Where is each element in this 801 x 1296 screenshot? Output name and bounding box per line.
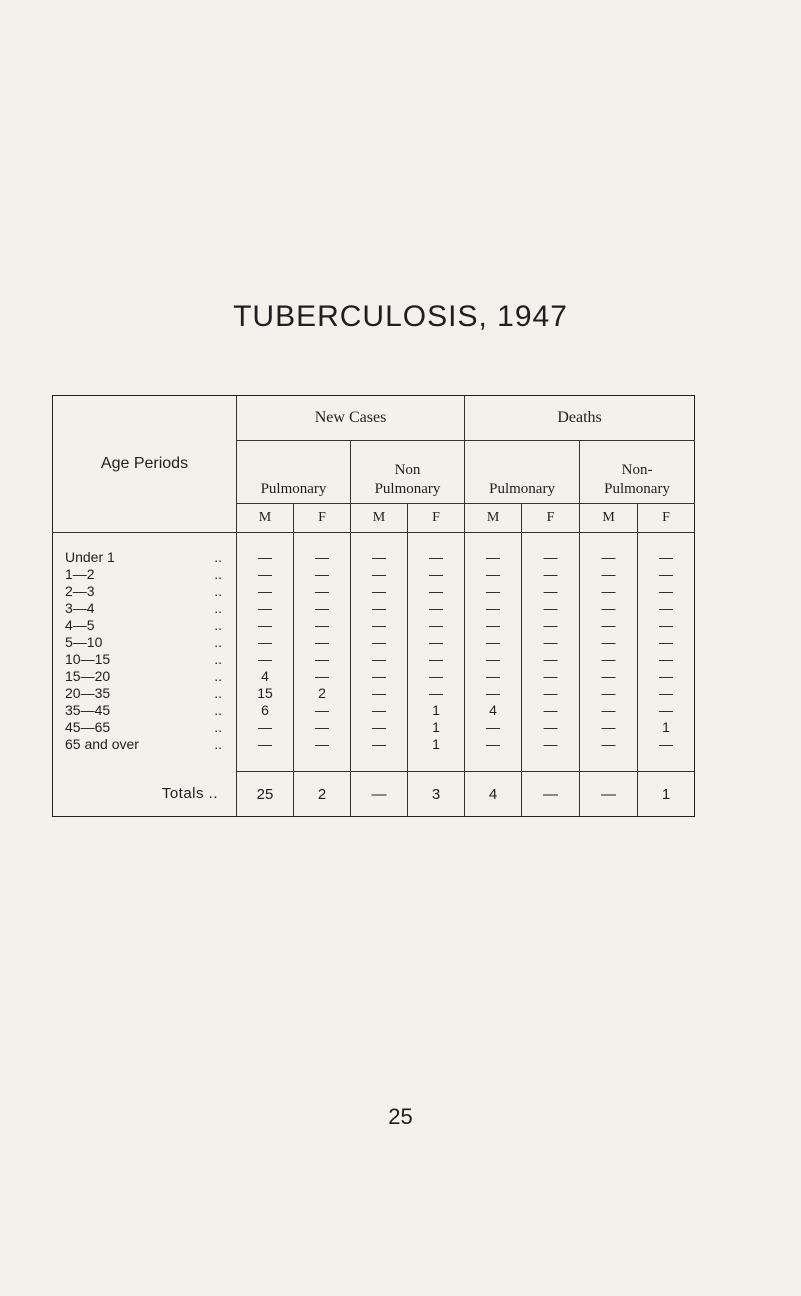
leader-dots: .. xyxy=(214,702,222,718)
table-cell: — xyxy=(465,736,522,753)
table-cell: — xyxy=(351,651,408,668)
sex-header: M xyxy=(237,504,294,533)
page-number: 25 xyxy=(388,1104,413,1129)
table-cell: — xyxy=(351,736,408,753)
age-period-label: 3—4 xyxy=(65,600,95,616)
table-cell: — xyxy=(580,583,638,600)
table-cell: — xyxy=(294,566,351,583)
table-cell: 1 xyxy=(408,702,465,719)
table-row xyxy=(53,600,695,617)
table-cell: — xyxy=(638,736,695,753)
leader-dots: .. xyxy=(214,634,222,650)
age-period-label: 4—5 xyxy=(65,617,95,633)
table-cell: 6 xyxy=(237,702,294,719)
table-cell: — xyxy=(294,617,351,634)
age-period-cell xyxy=(53,617,237,634)
table-cell: — xyxy=(408,634,465,651)
age-periods-header: Age Periods xyxy=(53,396,237,533)
table-cell: — xyxy=(294,583,351,600)
table-cell: — xyxy=(522,685,580,702)
total-cell: 25 xyxy=(237,772,294,817)
table-cell: 4 xyxy=(465,702,522,719)
d-non-pulmonary-line1: Non- xyxy=(621,462,653,478)
deaths-header: Deaths xyxy=(465,396,695,441)
age-period-cell xyxy=(53,549,237,566)
table-cell: — xyxy=(580,719,638,736)
total-cell: 1 xyxy=(638,772,695,817)
table-cell: — xyxy=(522,702,580,719)
leader-dots: .. xyxy=(214,719,222,735)
age-period-label: 20—35 xyxy=(65,685,111,701)
sex-header: M xyxy=(580,504,638,533)
sex-header: F xyxy=(638,504,695,533)
table-cell: — xyxy=(408,685,465,702)
table-cell: — xyxy=(294,651,351,668)
table-row xyxy=(53,685,695,702)
sex-header: M xyxy=(351,504,408,533)
table-cell: — xyxy=(351,634,408,651)
table-cell: — xyxy=(638,583,695,600)
age-period-cell xyxy=(53,600,237,617)
data-rows xyxy=(53,533,695,754)
table-cell: — xyxy=(638,600,695,617)
table-cell: — xyxy=(408,549,465,566)
table-row xyxy=(53,566,695,583)
table-cell: — xyxy=(237,736,294,753)
table-cell: — xyxy=(580,668,638,685)
table-cell: — xyxy=(580,736,638,753)
table-cell: — xyxy=(408,566,465,583)
table-cell: — xyxy=(351,600,408,617)
table-cell: — xyxy=(408,668,465,685)
table-cell: — xyxy=(522,600,580,617)
table-cell: — xyxy=(638,566,695,583)
new-cases-header: New Cases xyxy=(237,396,465,441)
age-period-cell xyxy=(53,702,237,719)
table-cell: — xyxy=(465,668,522,685)
table-row xyxy=(53,668,695,685)
leader-dots: .. xyxy=(214,583,222,599)
table-cell: — xyxy=(522,617,580,634)
table-cell: — xyxy=(351,685,408,702)
d-non-pulmonary-header xyxy=(580,441,695,504)
table-row xyxy=(53,719,695,736)
total-cell: — xyxy=(522,772,580,817)
age-period-cell xyxy=(53,668,237,685)
leader-dots: .. xyxy=(214,668,222,684)
table-cell: — xyxy=(465,634,522,651)
age-period-cell xyxy=(53,651,237,668)
table-cell: — xyxy=(408,583,465,600)
table-cell: — xyxy=(465,600,522,617)
sex-header: M xyxy=(465,504,522,533)
table-cell: 1 xyxy=(408,736,465,753)
sex-header: F xyxy=(522,504,580,533)
table-cell: — xyxy=(237,600,294,617)
table-cell: — xyxy=(465,583,522,600)
total-cell: 4 xyxy=(465,772,522,817)
nc-non-pulmonary-line1: Non xyxy=(394,462,421,478)
table-cell: — xyxy=(580,617,638,634)
d-pulmonary-header: Pulmonary xyxy=(465,441,580,504)
age-period-label: 35—45 xyxy=(65,702,111,718)
totals-label: Totals .. xyxy=(53,772,237,817)
table-cell: — xyxy=(294,719,351,736)
nc-pulmonary-header: Pulmonary xyxy=(237,441,351,504)
nc-non-pulmonary-line2: Pulmonary xyxy=(374,481,441,497)
leader-dots: .. xyxy=(214,549,222,565)
table-row xyxy=(53,634,695,651)
table-cell: — xyxy=(408,600,465,617)
table-row xyxy=(53,549,695,566)
age-period-cell xyxy=(53,736,237,753)
table-cell: — xyxy=(638,651,695,668)
table-cell: — xyxy=(522,651,580,668)
table-row xyxy=(53,736,695,753)
table-cell: — xyxy=(351,549,408,566)
age-period-label: 1—2 xyxy=(65,566,95,582)
table-cell: 4 xyxy=(237,668,294,685)
leader-dots: .. xyxy=(214,685,222,701)
table-cell: — xyxy=(237,651,294,668)
table-cell: — xyxy=(638,549,695,566)
table-cell: — xyxy=(237,634,294,651)
table-cell: — xyxy=(294,668,351,685)
age-period-label: 10—15 xyxy=(65,651,111,667)
age-period-cell xyxy=(53,583,237,600)
table-cell: — xyxy=(580,702,638,719)
table-cell: — xyxy=(522,736,580,753)
table-cell: — xyxy=(351,583,408,600)
table-cell: — xyxy=(465,685,522,702)
leader-dots: .. xyxy=(214,566,222,582)
age-period-label: 45—65 xyxy=(65,719,111,735)
table-cell: — xyxy=(638,617,695,634)
table-cell: — xyxy=(237,617,294,634)
table-cell: — xyxy=(465,549,522,566)
table-row xyxy=(53,702,695,719)
age-period-label: 2—3 xyxy=(65,583,95,599)
table-cell: — xyxy=(638,668,695,685)
table-cell: — xyxy=(351,702,408,719)
sex-header: F xyxy=(408,504,465,533)
age-period-cell xyxy=(53,634,237,651)
table-cell: — xyxy=(408,617,465,634)
table-cell: — xyxy=(522,668,580,685)
table-cell: — xyxy=(522,583,580,600)
table-cell: — xyxy=(522,634,580,651)
table-cell: — xyxy=(294,549,351,566)
table-cell: — xyxy=(351,668,408,685)
table-cell: — xyxy=(408,651,465,668)
table-cell: — xyxy=(294,634,351,651)
table-cell: — xyxy=(465,566,522,583)
age-period-cell xyxy=(53,685,237,702)
leader-dots: .. xyxy=(214,600,222,616)
table-cell: — xyxy=(522,719,580,736)
nc-non-pulmonary-header xyxy=(351,441,465,504)
tuberculosis-table xyxy=(52,395,695,817)
leader-dots: .. xyxy=(214,651,222,667)
age-period-label: 15—20 xyxy=(65,668,111,684)
table-cell: — xyxy=(465,719,522,736)
table-cell: — xyxy=(294,736,351,753)
table-cell: — xyxy=(638,685,695,702)
table-row xyxy=(53,651,695,668)
leader-dots: .. xyxy=(214,736,222,752)
table-cell: — xyxy=(465,651,522,668)
total-cell: — xyxy=(351,772,408,817)
table-cell: — xyxy=(580,566,638,583)
sex-header: F xyxy=(294,504,351,533)
age-period-label: 65 and over xyxy=(65,736,139,752)
table-cell: 15 xyxy=(237,685,294,702)
total-cell: 2 xyxy=(294,772,351,817)
table-row xyxy=(53,617,695,634)
table-cell: — xyxy=(465,617,522,634)
table-cell: 1 xyxy=(408,719,465,736)
table-cell: — xyxy=(580,685,638,702)
table-cell: — xyxy=(638,702,695,719)
total-cell: — xyxy=(580,772,638,817)
age-period-cell xyxy=(53,566,237,583)
table-cell: — xyxy=(294,600,351,617)
table-cell: — xyxy=(638,634,695,651)
table-cell: — xyxy=(522,549,580,566)
table-cell: — xyxy=(580,651,638,668)
table-cell: 1 xyxy=(638,719,695,736)
table-row xyxy=(53,583,695,600)
table-cell: — xyxy=(351,719,408,736)
d-non-pulmonary-line2: Pulmonary xyxy=(604,481,670,497)
table-cell: — xyxy=(351,617,408,634)
table-cell: — xyxy=(522,566,580,583)
table-cell: — xyxy=(580,634,638,651)
age-period-cell xyxy=(53,719,237,736)
page-title: TUBERCULOSIS, 1947 xyxy=(233,300,568,333)
table-cell: 2 xyxy=(294,685,351,702)
table-cell: — xyxy=(237,583,294,600)
age-period-label: 5—10 xyxy=(65,634,103,650)
leader-dots: .. xyxy=(214,617,222,633)
table-cell: — xyxy=(237,566,294,583)
table-cell: — xyxy=(294,702,351,719)
table-cell: — xyxy=(580,549,638,566)
table-cell: — xyxy=(237,549,294,566)
total-cell: 3 xyxy=(408,772,465,817)
table-cell: — xyxy=(237,719,294,736)
age-period-label: Under 1 xyxy=(65,549,115,565)
table-cell: — xyxy=(580,600,638,617)
table-cell: — xyxy=(351,566,408,583)
